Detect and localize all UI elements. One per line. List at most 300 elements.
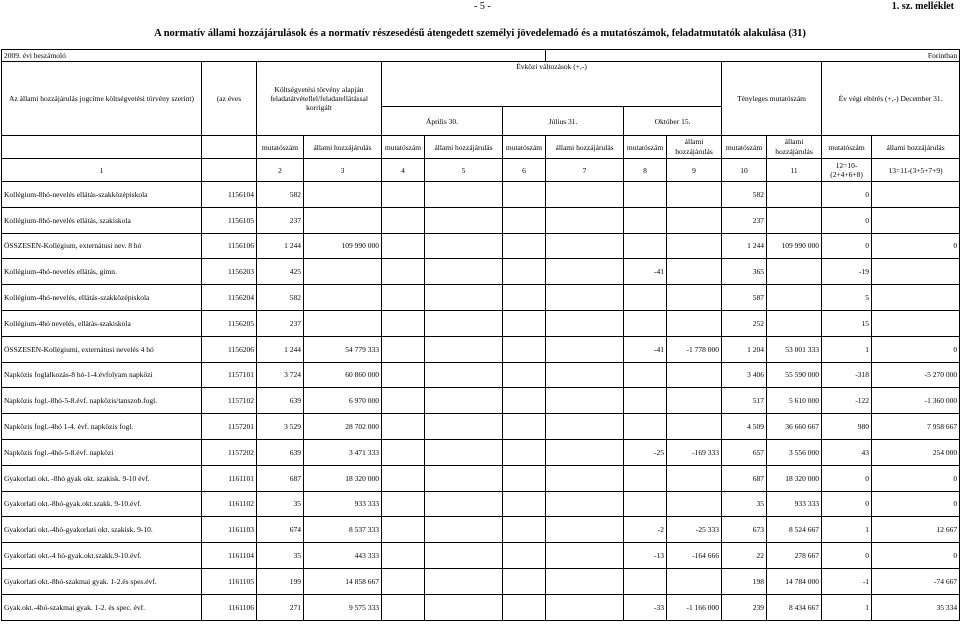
row-value-cell <box>624 182 667 208</box>
row-value-cell: -164 666 <box>667 543 722 569</box>
row-value-cell: -25 <box>624 439 667 465</box>
row-value-cell <box>503 517 546 543</box>
row-value-cell: -74 667 <box>872 568 960 594</box>
table-row <box>2 207 960 233</box>
row-value-cell <box>382 207 425 233</box>
row-value-cell <box>624 310 667 336</box>
row-value-cell <box>667 388 722 414</box>
row-value-cell <box>546 207 624 233</box>
header-hozzaj-5: állami hozzájárulás <box>425 136 503 159</box>
row-value-cell <box>546 233 624 259</box>
row-value-cell: 4 509 <box>722 414 767 440</box>
row-value-cell: 109 990 000 <box>767 233 822 259</box>
row-value-cell <box>382 414 425 440</box>
row-value-cell <box>767 310 822 336</box>
row-code-cell: 1161101 <box>202 465 257 491</box>
row-value-cell <box>503 568 546 594</box>
row-name-cell: Gyakorlati okt. -8hó gyak okt. szakisk. 9-10 évf. <box>2 465 202 491</box>
row-code-cell: 1157102 <box>202 388 257 414</box>
header-hozzaj-9 <box>667 136 722 159</box>
row-value-cell: 18 320 000 <box>767 465 822 491</box>
row-value-cell <box>546 568 624 594</box>
row-value-cell: 0 <box>822 233 872 259</box>
row-value-cell: 9 575 333 <box>304 594 382 620</box>
row-value-cell: -13 <box>624 543 667 569</box>
row-value-cell: 639 <box>257 388 304 414</box>
header-mutato-4: mutatószám <box>382 136 425 159</box>
currency-caption: Forintban <box>546 50 960 62</box>
row-value-cell: 1 <box>822 594 872 620</box>
row-value-cell <box>546 388 624 414</box>
row-value-cell: 1 244 <box>722 233 767 259</box>
row-value-cell <box>767 182 822 208</box>
row-value-cell: 8 434 667 <box>767 594 822 620</box>
header-mutato-10: mutatószám <box>722 136 767 159</box>
table-row <box>2 439 960 465</box>
row-value-cell <box>546 594 624 620</box>
header-row-3 <box>2 136 960 159</box>
row-value-cell <box>425 568 503 594</box>
row-value-cell <box>425 388 503 414</box>
row-value-cell <box>624 207 667 233</box>
row-value-cell <box>546 285 624 311</box>
row-value-cell <box>667 465 722 491</box>
row-value-cell <box>425 336 503 362</box>
row-value-cell: -1 166 000 <box>667 594 722 620</box>
header-mutato-8: mutatószám <box>624 136 667 159</box>
table-row <box>2 491 960 517</box>
allowance-table <box>1 49 960 621</box>
row-value-cell <box>304 207 382 233</box>
colnum-2: 2 <box>257 159 304 182</box>
row-value-cell: 60 860 000 <box>304 362 382 388</box>
row-value-cell: 53 001 333 <box>767 336 822 362</box>
row-code-cell: 1156203 <box>202 259 257 285</box>
row-value-cell <box>304 259 382 285</box>
colnum-8: 8 <box>624 159 667 182</box>
row-value-cell: 8 524 667 <box>767 517 822 543</box>
colnum-blank <box>202 159 257 182</box>
table-row <box>2 285 960 311</box>
row-value-cell: 5 610 000 <box>767 388 822 414</box>
row-value-cell <box>382 465 425 491</box>
row-value-cell <box>382 285 425 311</box>
row-value-cell <box>425 439 503 465</box>
row-value-cell: 673 <box>722 517 767 543</box>
row-value-cell <box>425 517 503 543</box>
row-value-cell <box>382 517 425 543</box>
row-value-cell <box>546 414 624 440</box>
table-row <box>2 259 960 285</box>
row-code-cell: 1156105 <box>202 207 257 233</box>
row-value-cell: 0 <box>872 465 960 491</box>
header-yearend: Év végi eltérés (+,-) December 31. <box>822 62 960 136</box>
row-value-cell: 0 <box>822 543 872 569</box>
report-caption: 2009. évi beszámoló <box>2 50 546 62</box>
row-value-cell: 365 <box>722 259 767 285</box>
row-value-cell: 517 <box>722 388 767 414</box>
row-value-cell: 22 <box>722 543 767 569</box>
header-mutato-2: mutatószám <box>257 136 304 159</box>
row-value-cell <box>503 259 546 285</box>
colnum-13: 13=11-(3+5+7+9) <box>872 159 960 182</box>
row-value-cell <box>546 336 624 362</box>
row-value-cell: 55 590 000 <box>767 362 822 388</box>
row-value-cell: 674 <box>257 517 304 543</box>
top-line <box>0 0 960 14</box>
table-row <box>2 310 960 336</box>
colnum-7: 7 <box>546 159 624 182</box>
row-value-cell: 254 000 <box>872 439 960 465</box>
row-value-cell: 237 <box>257 310 304 336</box>
row-value-cell <box>667 310 722 336</box>
row-value-cell <box>503 336 546 362</box>
row-value-cell <box>667 259 722 285</box>
row-value-cell: 6 970 000 <box>304 388 382 414</box>
row-code-cell: 1161106 <box>202 594 257 620</box>
row-value-cell: 271 <box>257 594 304 620</box>
row-value-cell: 35 334 <box>872 594 960 620</box>
row-value-cell <box>382 388 425 414</box>
row-name-cell: Gyakorlati okt.-8hó-szakmai gyak. 1-2.és spes.évf. <box>2 568 202 594</box>
row-value-cell: 199 <box>257 568 304 594</box>
row-value-cell: 18 320 000 <box>304 465 382 491</box>
colnum-1: 1 <box>2 159 202 182</box>
header-hozzaj-3: állami hozzájárulás <box>304 136 382 159</box>
row-value-cell: -2 <box>624 517 667 543</box>
row-value-cell: -41 <box>624 259 667 285</box>
row-value-cell: 1 244 <box>257 233 304 259</box>
row-value-cell: 252 <box>722 310 767 336</box>
table-row <box>2 543 960 569</box>
row-value-cell <box>425 465 503 491</box>
row-value-cell <box>425 362 503 388</box>
row-value-cell: 3 724 <box>257 362 304 388</box>
row-value-cell: 0 <box>822 491 872 517</box>
colnum-12: 12=10-(2+4+6+8) <box>822 159 872 182</box>
colnum-6: 6 <box>503 159 546 182</box>
row-value-cell: 980 <box>822 414 872 440</box>
header-april: Április 30. <box>382 107 503 136</box>
caption-row <box>2 50 960 62</box>
row-value-cell <box>425 285 503 311</box>
row-value-cell <box>382 182 425 208</box>
row-value-cell: -25 333 <box>667 517 722 543</box>
row-value-cell: 28 702 000 <box>304 414 382 440</box>
row-value-cell: 278 667 <box>767 543 822 569</box>
row-value-cell: 198 <box>722 568 767 594</box>
row-value-cell: 587 <box>722 285 767 311</box>
row-value-cell: 8 537 333 <box>304 517 382 543</box>
row-value-cell: 0 <box>872 543 960 569</box>
row-name-cell: Kollégium-8hó-nevelés ellátás, szakiskola <box>2 207 202 233</box>
row-value-cell <box>546 543 624 569</box>
header-mutato-6: mutatószám <box>503 136 546 159</box>
header-october: Október 15. <box>624 107 722 136</box>
table-row <box>2 465 960 491</box>
row-value-cell <box>425 259 503 285</box>
row-value-cell <box>624 233 667 259</box>
header-july: Július 31. <box>503 107 624 136</box>
row-value-cell: 582 <box>257 182 304 208</box>
row-code-cell: 1157202 <box>202 439 257 465</box>
row-value-cell: 15 <box>822 310 872 336</box>
row-value-cell <box>503 543 546 569</box>
row-value-cell <box>503 362 546 388</box>
header-hozzaj-9-line2: hozzájárulás <box>675 147 713 156</box>
row-value-cell <box>546 465 624 491</box>
row-value-cell <box>624 465 667 491</box>
row-value-cell <box>382 310 425 336</box>
row-value-cell <box>503 310 546 336</box>
row-value-cell <box>382 594 425 620</box>
row-value-cell <box>546 517 624 543</box>
row-value-cell <box>503 207 546 233</box>
row-value-cell: 0 <box>872 233 960 259</box>
row-value-cell: 0 <box>822 465 872 491</box>
header-blank-2 <box>202 136 257 159</box>
row-name-cell: Kollégium-8hó-nevelés ellátás-szakközépiskola <box>2 182 202 208</box>
row-value-cell: 237 <box>722 207 767 233</box>
row-value-cell: 43 <box>822 439 872 465</box>
row-value-cell: 1 204 <box>722 336 767 362</box>
table-row <box>2 594 960 620</box>
colnum-3: 3 <box>304 159 382 182</box>
colnum-11: 11 <box>767 159 822 182</box>
header-hozzaj-11-line1: állami <box>784 137 804 146</box>
row-name-cell: Napközis foglalkozás-8 hó-1-4.évfolyam napközi <box>2 362 202 388</box>
table-row <box>2 388 960 414</box>
table-row <box>2 233 960 259</box>
row-value-cell <box>624 568 667 594</box>
row-value-cell: 35 <box>257 543 304 569</box>
row-code-cell: 1157201 <box>202 414 257 440</box>
row-value-cell <box>546 259 624 285</box>
header-row-1 <box>2 62 960 107</box>
row-code-cell: 1156204 <box>202 285 257 311</box>
row-value-cell: 933 333 <box>767 491 822 517</box>
row-value-cell <box>624 285 667 311</box>
row-value-cell <box>667 233 722 259</box>
row-value-cell <box>667 414 722 440</box>
row-value-cell: -33 <box>624 594 667 620</box>
row-value-cell: 3 406 <box>722 362 767 388</box>
row-value-cell: -19 <box>822 259 872 285</box>
row-value-cell <box>767 259 822 285</box>
row-value-cell <box>503 233 546 259</box>
row-value-cell <box>546 362 624 388</box>
row-value-cell <box>382 568 425 594</box>
row-value-cell: 0 <box>872 336 960 362</box>
row-value-cell <box>425 543 503 569</box>
row-code-cell: 1161103 <box>202 517 257 543</box>
row-value-cell: 0 <box>822 207 872 233</box>
row-value-cell <box>667 285 722 311</box>
row-value-cell <box>425 594 503 620</box>
row-value-cell <box>624 491 667 517</box>
header-hozzaj-13: állami hozzájárulás <box>872 136 960 159</box>
row-value-cell: 687 <box>722 465 767 491</box>
header-hozzaj-11 <box>767 136 822 159</box>
row-value-cell <box>382 543 425 569</box>
table-row <box>2 336 960 362</box>
colnum-4: 4 <box>382 159 425 182</box>
row-name-cell: Kollégium-4hó-nevelés ellátás, gimn. <box>2 259 202 285</box>
row-value-cell <box>382 362 425 388</box>
row-value-cell: 1 <box>822 517 872 543</box>
header-hozzaj-9-line1: állami <box>684 137 704 146</box>
row-value-cell <box>546 182 624 208</box>
row-value-cell <box>425 233 503 259</box>
row-value-cell: 5 <box>822 285 872 311</box>
row-name-cell: Kollégium-4hó-nevelés, ellátás-szakközépiskola <box>2 285 202 311</box>
document-title: A normatív állami hozzájárulások és a normatív részesedésű átengedett személyi jövedelemadó és a mutatószámok, feladatmutatók alakulása (31) <box>154 28 806 39</box>
row-value-cell: 582 <box>722 182 767 208</box>
row-name-cell: Napközis fogl.-4hó 1-4. évf. napközis fogl. <box>2 414 202 440</box>
row-value-cell <box>503 388 546 414</box>
row-value-cell: 0 <box>822 182 872 208</box>
header-title: Az állami hozzájárulás jogcíme költségvetési törvény szerint) <box>2 62 202 136</box>
row-name-cell: ÖSSZESEN-Kollégiumi, externátusi nevelés 4 hó <box>2 336 202 362</box>
row-value-cell <box>425 310 503 336</box>
row-name-cell: Gyakorlati okt.-4 hó-gyak.okt.szakk.9-10.évf. <box>2 543 202 569</box>
column-number-row <box>2 159 960 182</box>
row-value-cell: -1 778 000 <box>667 336 722 362</box>
row-value-cell <box>872 182 960 208</box>
row-value-cell: -318 <box>822 362 872 388</box>
page-number: - 5 - <box>474 1 491 12</box>
row-value-cell <box>624 414 667 440</box>
row-code-cell: 1161104 <box>202 543 257 569</box>
row-code-cell: 1161105 <box>202 568 257 594</box>
row-value-cell <box>667 568 722 594</box>
row-value-cell <box>304 310 382 336</box>
row-name-cell: Gyakorlati okt.-4hó-gyakorlati okt. szakisk. 9-10. <box>2 517 202 543</box>
table-row <box>2 568 960 594</box>
row-value-cell: 35 <box>257 491 304 517</box>
row-value-cell: 54 779 333 <box>304 336 382 362</box>
row-value-cell <box>624 388 667 414</box>
annex-label: 1. sz. melléklet <box>891 1 954 12</box>
header-budget: Költségvetési törvény alapján feladatátvétellel/feladatellátással korrigált <box>257 62 382 136</box>
row-name-cell: Napközis fogl.-4hó-5-8.évf. napközi <box>2 439 202 465</box>
row-value-cell <box>503 182 546 208</box>
row-code-cell: 1161102 <box>202 491 257 517</box>
row-value-cell: 14 858 667 <box>304 568 382 594</box>
row-value-cell <box>872 310 960 336</box>
header-actual: Tényleges mutatószám <box>722 62 822 136</box>
row-value-cell <box>503 594 546 620</box>
row-value-cell: 239 <box>722 594 767 620</box>
row-value-cell: 933 333 <box>304 491 382 517</box>
header-hozzaj-11-line2: hozzájárulás <box>775 147 813 156</box>
row-value-cell <box>667 491 722 517</box>
table-row <box>2 182 960 208</box>
row-value-cell: -169 333 <box>667 439 722 465</box>
row-code-cell: 1157101 <box>202 362 257 388</box>
row-value-cell: 639 <box>257 439 304 465</box>
row-value-cell <box>767 285 822 311</box>
row-value-cell: 3 471 333 <box>304 439 382 465</box>
row-value-cell: 109 990 000 <box>304 233 382 259</box>
row-value-cell <box>425 414 503 440</box>
row-value-cell: -1 360 000 <box>872 388 960 414</box>
row-value-cell <box>382 491 425 517</box>
row-value-cell <box>382 336 425 362</box>
row-value-cell <box>546 310 624 336</box>
row-code-cell: 1156104 <box>202 182 257 208</box>
row-value-cell <box>872 207 960 233</box>
row-value-cell: 1 <box>822 336 872 362</box>
row-value-cell: 582 <box>257 285 304 311</box>
row-value-cell: 657 <box>722 439 767 465</box>
row-value-cell <box>503 491 546 517</box>
header-mutato-12: mutatószám <box>822 136 872 159</box>
row-value-cell <box>667 182 722 208</box>
row-value-cell <box>382 233 425 259</box>
row-value-cell <box>382 439 425 465</box>
row-value-cell <box>767 207 822 233</box>
row-value-cell: 687 <box>257 465 304 491</box>
row-value-cell: -1 <box>822 568 872 594</box>
row-value-cell <box>425 182 503 208</box>
row-value-cell <box>872 285 960 311</box>
row-value-cell: 425 <box>257 259 304 285</box>
row-code-cell: 1156206 <box>202 336 257 362</box>
colnum-10: 10 <box>722 159 767 182</box>
row-value-cell: 0 <box>872 491 960 517</box>
row-value-cell <box>304 285 382 311</box>
row-value-cell: 7 958 667 <box>872 414 960 440</box>
row-value-cell <box>503 414 546 440</box>
row-name-cell: Gyakorlati okt.-8hó-gyak.okt.szakk. 9-10.évf. <box>2 491 202 517</box>
row-value-cell <box>382 259 425 285</box>
header-blank-1 <box>2 136 202 159</box>
row-value-cell <box>503 285 546 311</box>
row-value-cell: 443 333 <box>304 543 382 569</box>
table-row <box>2 414 960 440</box>
row-value-cell <box>503 439 546 465</box>
row-value-cell <box>624 362 667 388</box>
row-value-cell <box>546 491 624 517</box>
row-value-cell <box>304 182 382 208</box>
row-code-cell: 1156106 <box>202 233 257 259</box>
row-value-cell: 35 <box>722 491 767 517</box>
row-value-cell: -41 <box>624 336 667 362</box>
row-value-cell: 3 529 <box>257 414 304 440</box>
header-evkozi: Évközi változások (+,-) <box>382 62 722 107</box>
row-value-cell: -122 <box>822 388 872 414</box>
row-value-cell: 1 244 <box>257 336 304 362</box>
row-value-cell <box>667 362 722 388</box>
table-row <box>2 517 960 543</box>
row-value-cell <box>667 207 722 233</box>
row-value-cell <box>425 491 503 517</box>
row-value-cell <box>546 439 624 465</box>
row-name-cell: ÖSSZESEN-Kollégium, externátusi nev. 8 hó <box>2 233 202 259</box>
row-value-cell: 14 784 000 <box>767 568 822 594</box>
row-value-cell: 36 660 667 <box>767 414 822 440</box>
row-value-cell <box>503 465 546 491</box>
header-code: (az éves <box>202 62 257 136</box>
row-name-cell: Gyak.okt.-4hó-szakmai gyak. 1-2. és spec. évf. <box>2 594 202 620</box>
row-value-cell: 12 667 <box>872 517 960 543</box>
colnum-5: 5 <box>425 159 503 182</box>
row-name-cell: Kollégium-4hó nevelés, ellátás-szakiskola <box>2 310 202 336</box>
table-row <box>2 362 960 388</box>
header-hozzaj-7: állami hozzájárulás <box>546 136 624 159</box>
row-value-cell <box>425 207 503 233</box>
